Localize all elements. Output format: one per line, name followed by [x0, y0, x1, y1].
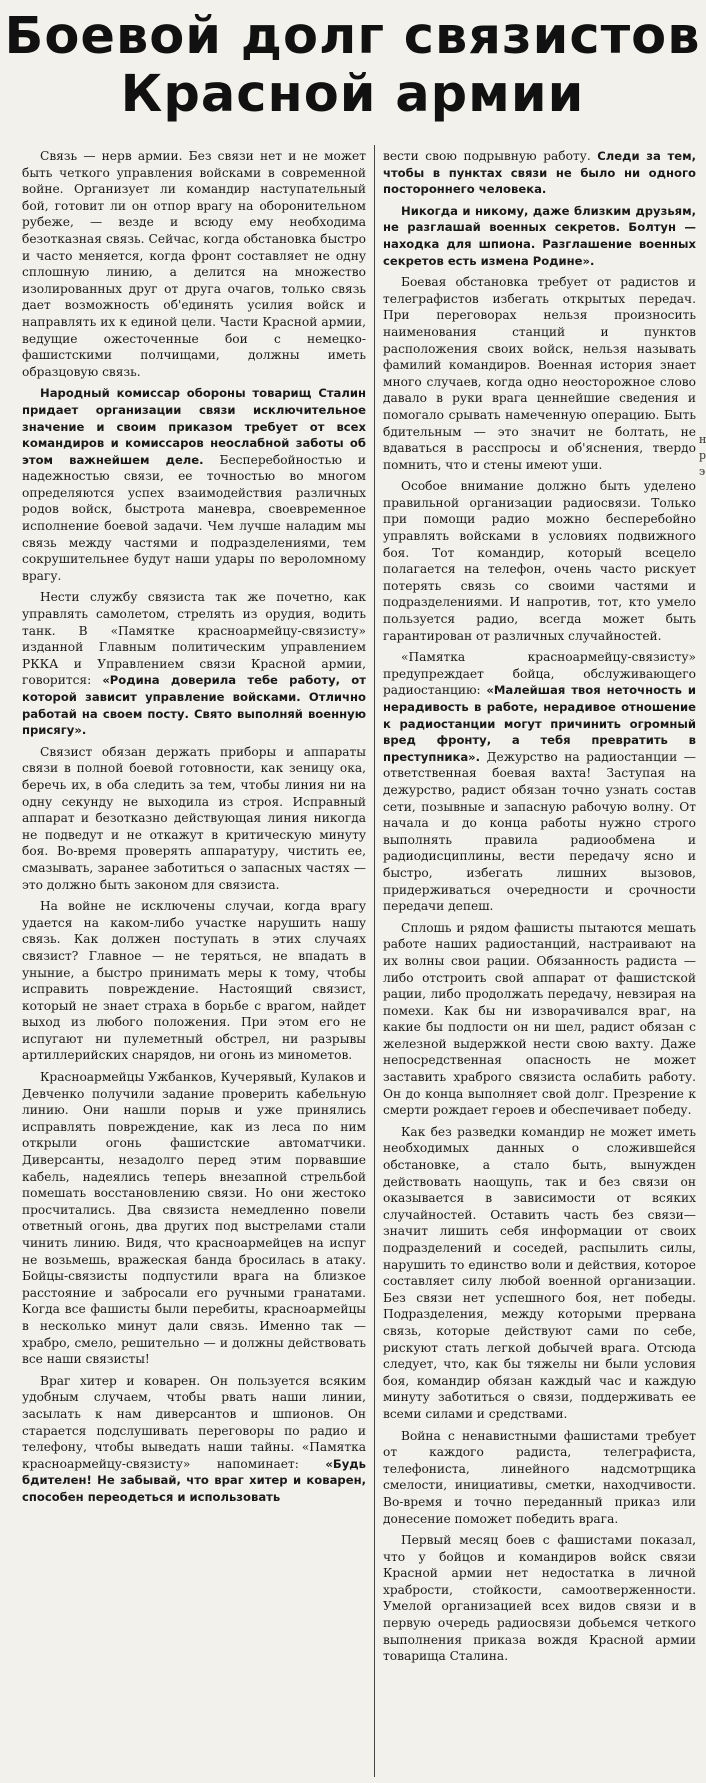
text-run: Боевая обстановка требует от радистов и телеграфистов избегать открытых передач. При переговорах нельзя произносить наименования станций и пунктов расположения своих войск, нельзя называть фамилий командиров. Военная история знает много случаев, когда одно неосторожное слово давало в руки врага ценнейшие сведения и помогало срывать намеченную операцию. Быть бдительным — это значит не болтать, не вдаваться в расспросы и об'яснения, твердо помнить, что и стены имеют уши.	[383, 275, 696, 472]
text-run: Сплошь и рядом фашисты пытаются мешать работе наших радиостанций, настраивают на их волны свои рации. Обязанность радиста — либо отстроить свой аппарат от фашистской рации, либо продолжать передачу, невзирая на помехи. Как бы ни изворачивался враг, на какие бы подлости он ни шел, радист обязан с железной выдержкой нести свою вахту. Даже непосредственная опасность не может заставить храброго связиста ослабить работу. Он до конца выполняет свой долг. Презрение к смерти рождает героев и обеспечивает победу.	[383, 920, 696, 1118]
edge-letter: э	[699, 465, 706, 478]
adjacent-column-fragment	[699, 432, 705, 480]
headline-line-2: Красной армии	[120, 65, 585, 124]
paragraph	[22, 898, 366, 1064]
text-run: Связь — нерв армии. Без связи нет и не может быть четкого управления войсками в современной войне. Организует ли командир наступательный бой, готовит ли он отпор врагу на оборонительном рубеже, — везде и всюду ему необходима безотказная связь. Сейчас, когда обстановка быстро и часто меняется, когда фронт составляет не одну сплошную линию, а делится на множество изолированных друг от друга очагов, только связь дает возможность об'единять усилия войск и направлять их к единой цели. Части Красной армии, ведущие ожесточенные бои с немецко-фашистскими полчищами, должны иметь образцовую связь.	[22, 149, 366, 379]
text-run: Красноармейцы Ужбанков, Кучерявый, Кулаков и Девченко получили задание проверить кабельную линию. Они нашли порыв и уже принялись исправлять повреждение, как из леса по ним открыли огонь фашистские автоматчики. Диверсанты, незадолго перед этим порвавшие кабель, надеялись теперь внезапной стрельбой помешать восстановлению связи. Но они жестоко просчитались. Два связиста немедленно повели ответный огонь, два других под выстрелами стали чинить линию. Видя, что красноармейцев на испуг не возьмешь, вражеская банда бросилась в атаку. Бойцы-связисты подпустили врага на близкое расстояние и забросали его ручными гранатами. Когда все фашисты были перебиты, красноармейцы в несколько минут дали связь. Именно так — храбро, смело, решительно — и должны действовать все наши связисты!	[22, 1070, 366, 1367]
paragraph	[22, 589, 366, 738]
bold-text: «Родина доверила тебе работу, от которой зависит управление войсками. Отлично работай на своем посту. Свято выполняй военную присягу».	[22, 673, 366, 738]
bold-text: «Малейшая твоя неточность и нерадивость в работе, нерадивое отношение к радиостанции могут причинить огромный вред фронту, а тебя превратить в преступника».	[383, 683, 696, 764]
paragraph	[383, 1532, 696, 1665]
paragraph	[383, 274, 696, 473]
text-run: вести свою подрывную работу.	[383, 149, 598, 163]
text-run: Война с ненавистными фашистами требует от каждого радиста, телеграфиста, телефониста, линейного надсмотрщика смелости, инициативы, сметки, находчивости. Во-время и точно переданный приказ или донесение поможет победить врага.	[383, 1428, 696, 1526]
text-run: Дежурство на радиостанции — ответственная боевая вахта! Заступая на дежурство, радист обязан точно узнать состав сети, позывные и запасную рабочую волну. От начала и до конца работы нужно строго выполнять правила радиообмена и радиодисциплины, вести передачу ясно и быстро, избегать лишних вызовов, придерживаться очередности и срочности передачи депеш.	[383, 749, 696, 914]
column-divider	[374, 145, 375, 1777]
article-column-right	[383, 148, 696, 1665]
paragraph	[383, 1428, 696, 1528]
text-run: Бесперебойностью и надежностью связи, ее точностью во многом определяются успех взаимодействия различных родов войск, быстрота маневра, своевременное исполнение боевой задачи. Чем лучше наладим мы связь между частями и подразделениями, тем сокрушительнее будут наши удары по вероломному врагу.	[22, 452, 366, 583]
bold-text: Следи за тем, чтобы в пунктах связи не было ни одного постороннего человека.	[383, 149, 696, 197]
paragraph	[22, 385, 366, 584]
paragraph	[383, 148, 696, 198]
text-run: «Памятка красноармейцу-связисту» предупреждает бойца, обслуживающего радиостанцию:	[383, 650, 696, 698]
edge-letter: н	[699, 433, 706, 446]
text-run: Первый месяц боев с фашистами показал, что у бойцов и командиров войск связи Красной армии нет недостатка в личной храбрости, стойкости, самоотверженности. Умелой организацией всех видов связи и в первую очередь радиосвязи добьемся четкого выполнения приказа вождя Красной армии товарища Сталина.	[383, 1533, 696, 1664]
article-column-left	[22, 148, 366, 1506]
edge-letter: р	[699, 449, 706, 462]
text-run: Как без разведки командир не может иметь необходимых данных о сложившейся обстановке, а стало быть, вынужден действовать наощупь, так и без связи он оказывается в зависимости от всяких случайностей. Оставить часть без связи—значит лишить себя информации от своих подразделений и соседей, распылить силы, нарушить то единство воли и действия, которое составляет силу любой военной организации. Без связи нет успешного боя, нет победы. Подразделения, между которыми прервана связь, которые действуют сами по себе, рискуют стать легкой добычей врага. Отсюда следует, что, как бы тяжелы ни были условия боя, командир обязан каждый час и каждую минуту заботиться о связи, поддерживать ее всеми силами и средствами.	[383, 1124, 696, 1421]
text-run: Враг хитер и коварен. Он пользуется всяким удобным случаем, чтобы рвать наши линии, засылать к нам диверсантов и шпионов. Он старается подслушивать переговоры по радио и телефону, чтобы выведать наши тайны. «Памятка красноармейцу-связисту» напоминает:	[22, 1373, 366, 1471]
bold-text: «Будь бдителен! Не забывай, что враг хитер и коварен, способен переодеться и использовать	[22, 1456, 366, 1504]
paragraph	[383, 478, 696, 644]
bold-text: Никогда и никому, даже близким друзьям, не разглашай военных секретов. Болтун — находка для шпиона. Разглашение военных секретов есть измена Родине».	[383, 203, 696, 268]
paragraph	[22, 148, 366, 380]
paragraph	[383, 203, 696, 269]
text-run: Особое внимание должно быть уделено правильной организации радиосвязи. Только при помощи радио можно бесперебойно управлять войсками в условиях подвижного боя. Тот командир, который всецело полагается на телефон, очень часто рискует потерять связь со своими частями и подразделениями. И напротив, тот, кто умело пользуется радио, всегда может быть гарантирован от различных случайностей.	[383, 479, 696, 643]
text-run: Нести службу связиста так же почетно, как управлять самолетом, стрелять из орудия, водить танк. В «Памятке красноармейцу-связисту» изданной Главным политическим управлением РККА и Управлением связи Красной армии, говорится:	[22, 590, 366, 688]
paragraph	[22, 1069, 366, 1368]
bold-text: Народный комиссар обороны товарищ Сталин придает организации связи исключительное значение и своим приказом требует от всех командиров и комиссаров неослабной заботы об этом важнейшем деле.	[22, 386, 366, 467]
text-run: На войне не исключены случаи, когда врагу удается на каком-либо участке нарушить нашу связь. Как должен поступать в этих случаях связист? Главное — не теряться, не впадать в уныние, а быстро принимать меры к тому, чтобы исправить повреждение. Настоящий связист, который не знает страха в борьбе с врагом, найдет выход из любого положения. При этом его не испугают ни пулеметный обстрел, ни разрывы артиллерийских снарядов, ни огонь из минометов.	[22, 899, 366, 1063]
paragraph	[22, 744, 366, 893]
paragraph	[383, 649, 696, 915]
headline	[0, 8, 705, 124]
paragraph	[383, 920, 696, 1119]
headline-line-1: Боевой долг связистов	[4, 7, 701, 66]
paragraph	[383, 1124, 696, 1423]
text-run: Связист обязан держать приборы и аппараты связи в полной боевой готовности, как зеницу ока, беречь их, в оба следить за тем, чтобы линия ни на одну секунду не выходила из строя. Исправный аппарат и безотказно действующая линия никогда не подведут и не откажут в критическую минуту боя. Во-время проверять аппаратуру, чистить ее, смазывать, заранее заботиться о запасных частях — это должно быть законом для связиста.	[22, 744, 366, 892]
paragraph	[22, 1373, 366, 1506]
